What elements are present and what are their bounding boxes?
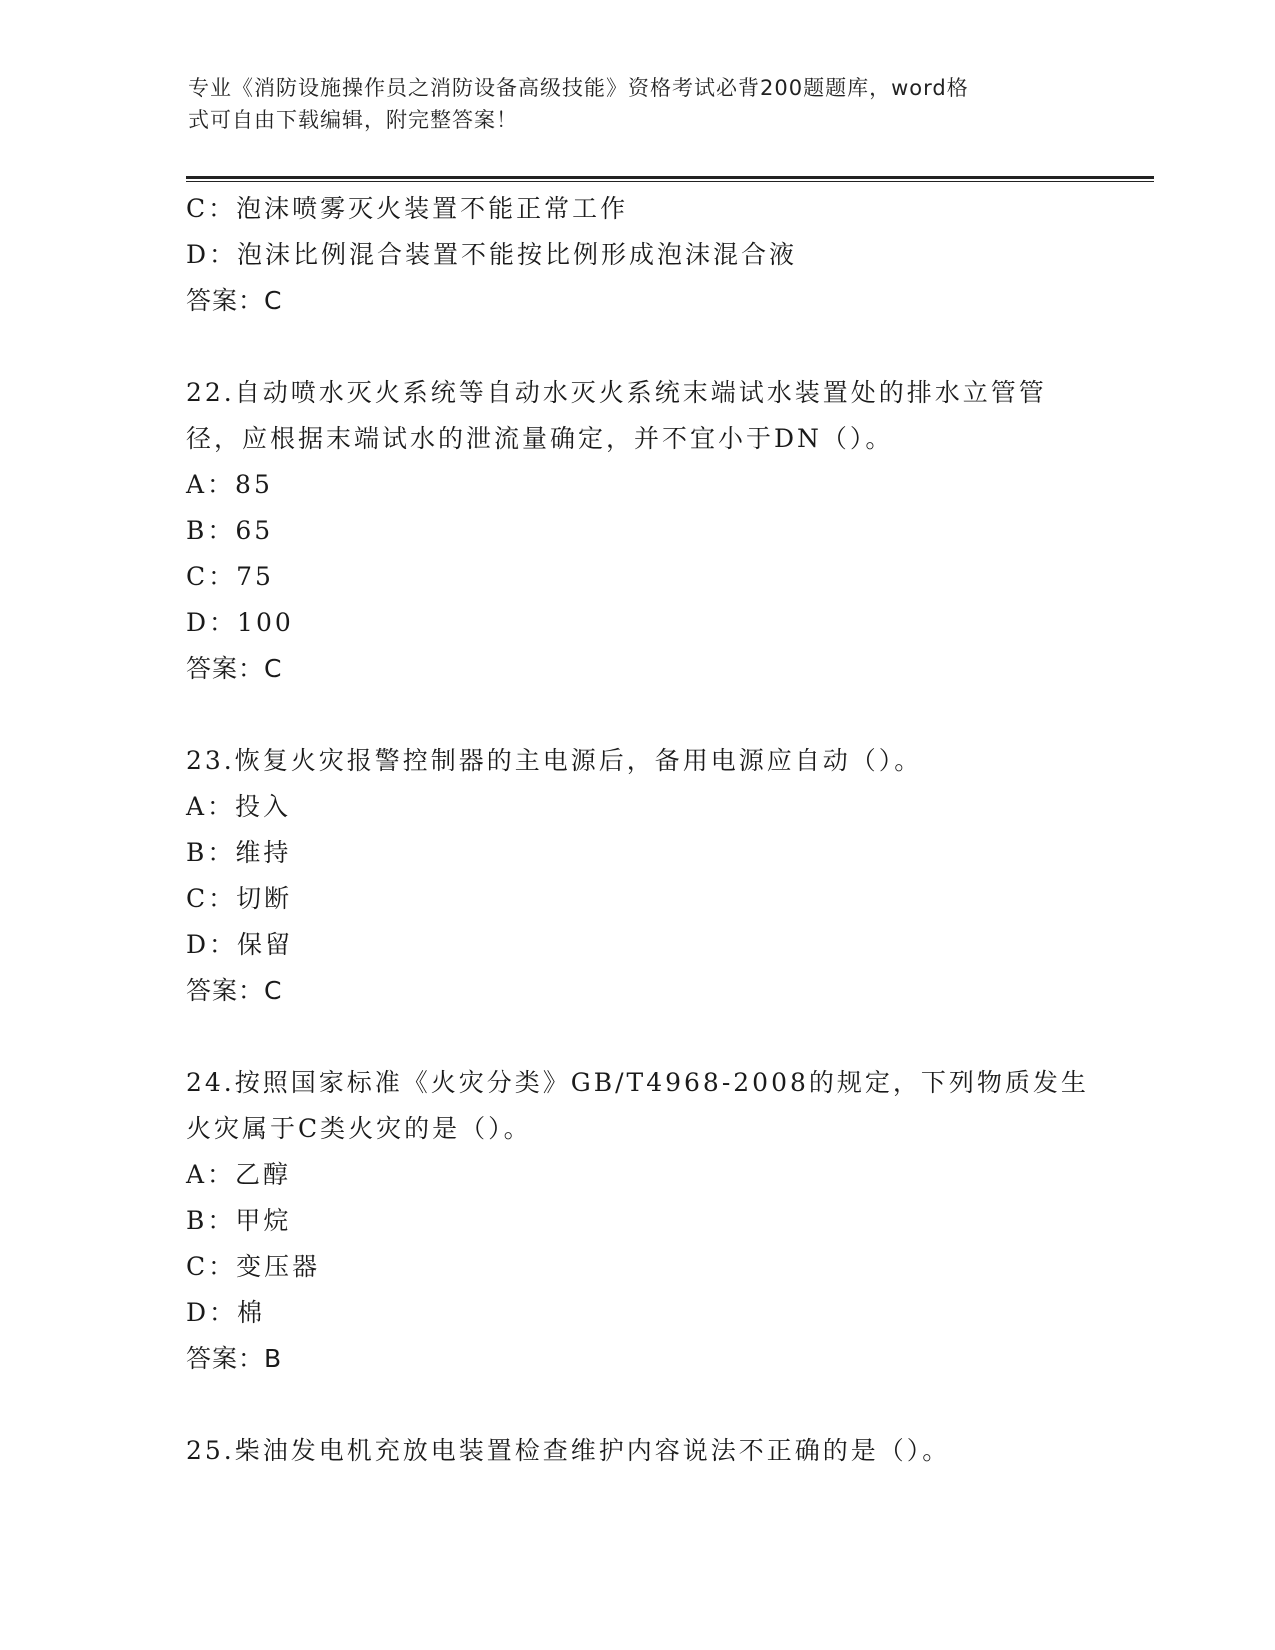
q23-stem: 23.恢复火灾报警控制器的主电源后，备用电源应自动（）。 xyxy=(186,746,923,775)
q24-option-a: A：乙醇 xyxy=(186,1160,292,1189)
q24-answer: 答案：B xyxy=(186,1344,283,1373)
q23-option-a: A：投入 xyxy=(186,792,292,821)
header-divider-thick xyxy=(186,176,1154,179)
q22-option-d: D：100 xyxy=(186,608,294,637)
q24-option-c: C：变压器 xyxy=(186,1252,321,1281)
q22-option-c: C：75 xyxy=(186,562,274,591)
q22-option-a: A：85 xyxy=(186,470,273,499)
q21-option-c: C：泡沫喷雾灭火装置不能正常工作 xyxy=(186,194,629,223)
header-line-1: 专业《消防设施操作员之消防设备高级技能》资格考试必背200题题库，word格 xyxy=(188,76,969,100)
header-line-2: 式可自由下载编辑，附完整答案！ xyxy=(188,108,518,132)
q21-option-d: D：泡沫比例混合装置不能按比例形成泡沫混合液 xyxy=(186,240,798,269)
q22-answer: 答案：C xyxy=(186,654,283,683)
q24-stem-line-2: 火灾属于C类火灾的是（）。 xyxy=(186,1114,532,1143)
q21-answer: 答案：C xyxy=(186,286,283,315)
q24-option-d: D：棉 xyxy=(186,1298,266,1327)
q22-stem-line-1: 22.自动喷水灭火系统等自动水灭火系统末端试水装置处的排水立管管 xyxy=(186,378,1047,407)
q23-option-c: C：切断 xyxy=(186,884,293,913)
document-header xyxy=(188,72,1068,136)
q23-option-b: B：维持 xyxy=(186,838,292,867)
q24-option-b: B：甲烷 xyxy=(186,1206,292,1235)
q24-stem-line-1: 24.按照国家标准《火灾分类》GB/T4968-2008的规定，下列物质发生 xyxy=(186,1068,1089,1097)
q22-option-b: B：65 xyxy=(186,516,274,545)
q23-option-d: D：保留 xyxy=(186,930,294,959)
q23-answer: 答案：C xyxy=(186,976,283,1005)
header-divider-thin xyxy=(186,181,1154,182)
q22-stem-line-2: 径，应根据末端试水的泄流量确定，并不宜小于DN（）。 xyxy=(186,424,894,453)
q25-stem: 25.柴油发电机充放电装置检查维护内容说法不正确的是（）。 xyxy=(186,1436,951,1465)
